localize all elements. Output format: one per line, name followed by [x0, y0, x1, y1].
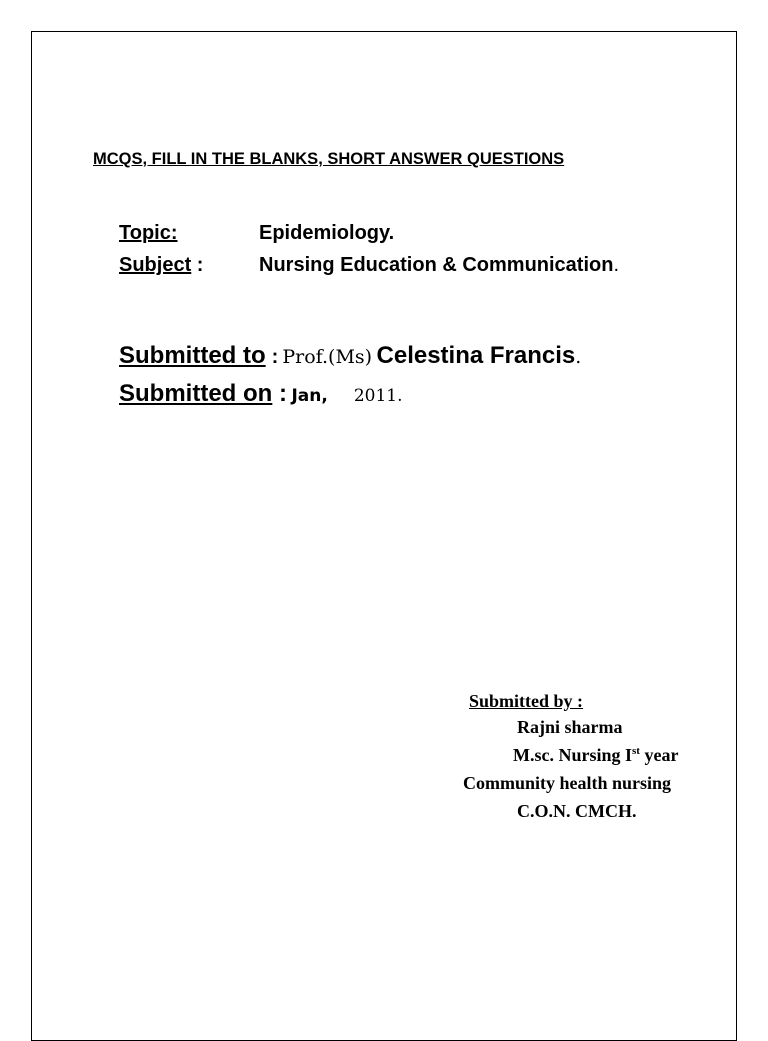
submitted-to-name: Celestina Francis: [376, 342, 576, 369]
submitted-by-course: [513, 745, 678, 766]
document-page: [31, 31, 737, 1041]
submitted-on-colon: :: [272, 380, 287, 407]
course-year: year: [639, 745, 679, 765]
subject-value: Nursing Education & Communication: [259, 254, 614, 276]
subject-period: .: [613, 254, 620, 276]
submitted-by-institution: C.O.N. CMCH.: [517, 801, 637, 821]
submitted-on-label: Submitted on: [119, 380, 273, 407]
course-text: M.sc. Nursing I: [513, 745, 633, 765]
submitted-to-label: Submitted to: [119, 342, 266, 369]
subject-value-line: [259, 254, 619, 277]
subject-colon: :: [191, 254, 204, 276]
submitted-by-label: Submitted by :: [469, 691, 584, 711]
submitted-to-colon: :: [271, 346, 279, 368]
submitted-on-month: Jan,: [291, 386, 328, 406]
submitted-by-name: Rajni sharma: [517, 717, 623, 737]
subject-label-line: [119, 254, 203, 277]
course-superscript: st: [632, 745, 640, 757]
submitted-on-year: 2011.: [353, 386, 403, 406]
submitted-to-prefix: Prof.(Ms): [282, 346, 373, 368]
topic-label: Topic:: [119, 222, 178, 244]
subject-label: Subject: [119, 254, 192, 276]
submitted-by-department: Community health nursing: [463, 773, 672, 793]
submitted-to-period: .: [575, 346, 582, 368]
submitted-to-line: [119, 342, 581, 370]
topic-value: Epidemiology.: [259, 222, 395, 244]
submitted-on-line: [119, 380, 402, 408]
document-heading: MCQS, FILL IN THE BLANKS, SHORT ANSWER QUESTIONS: [93, 150, 565, 168]
